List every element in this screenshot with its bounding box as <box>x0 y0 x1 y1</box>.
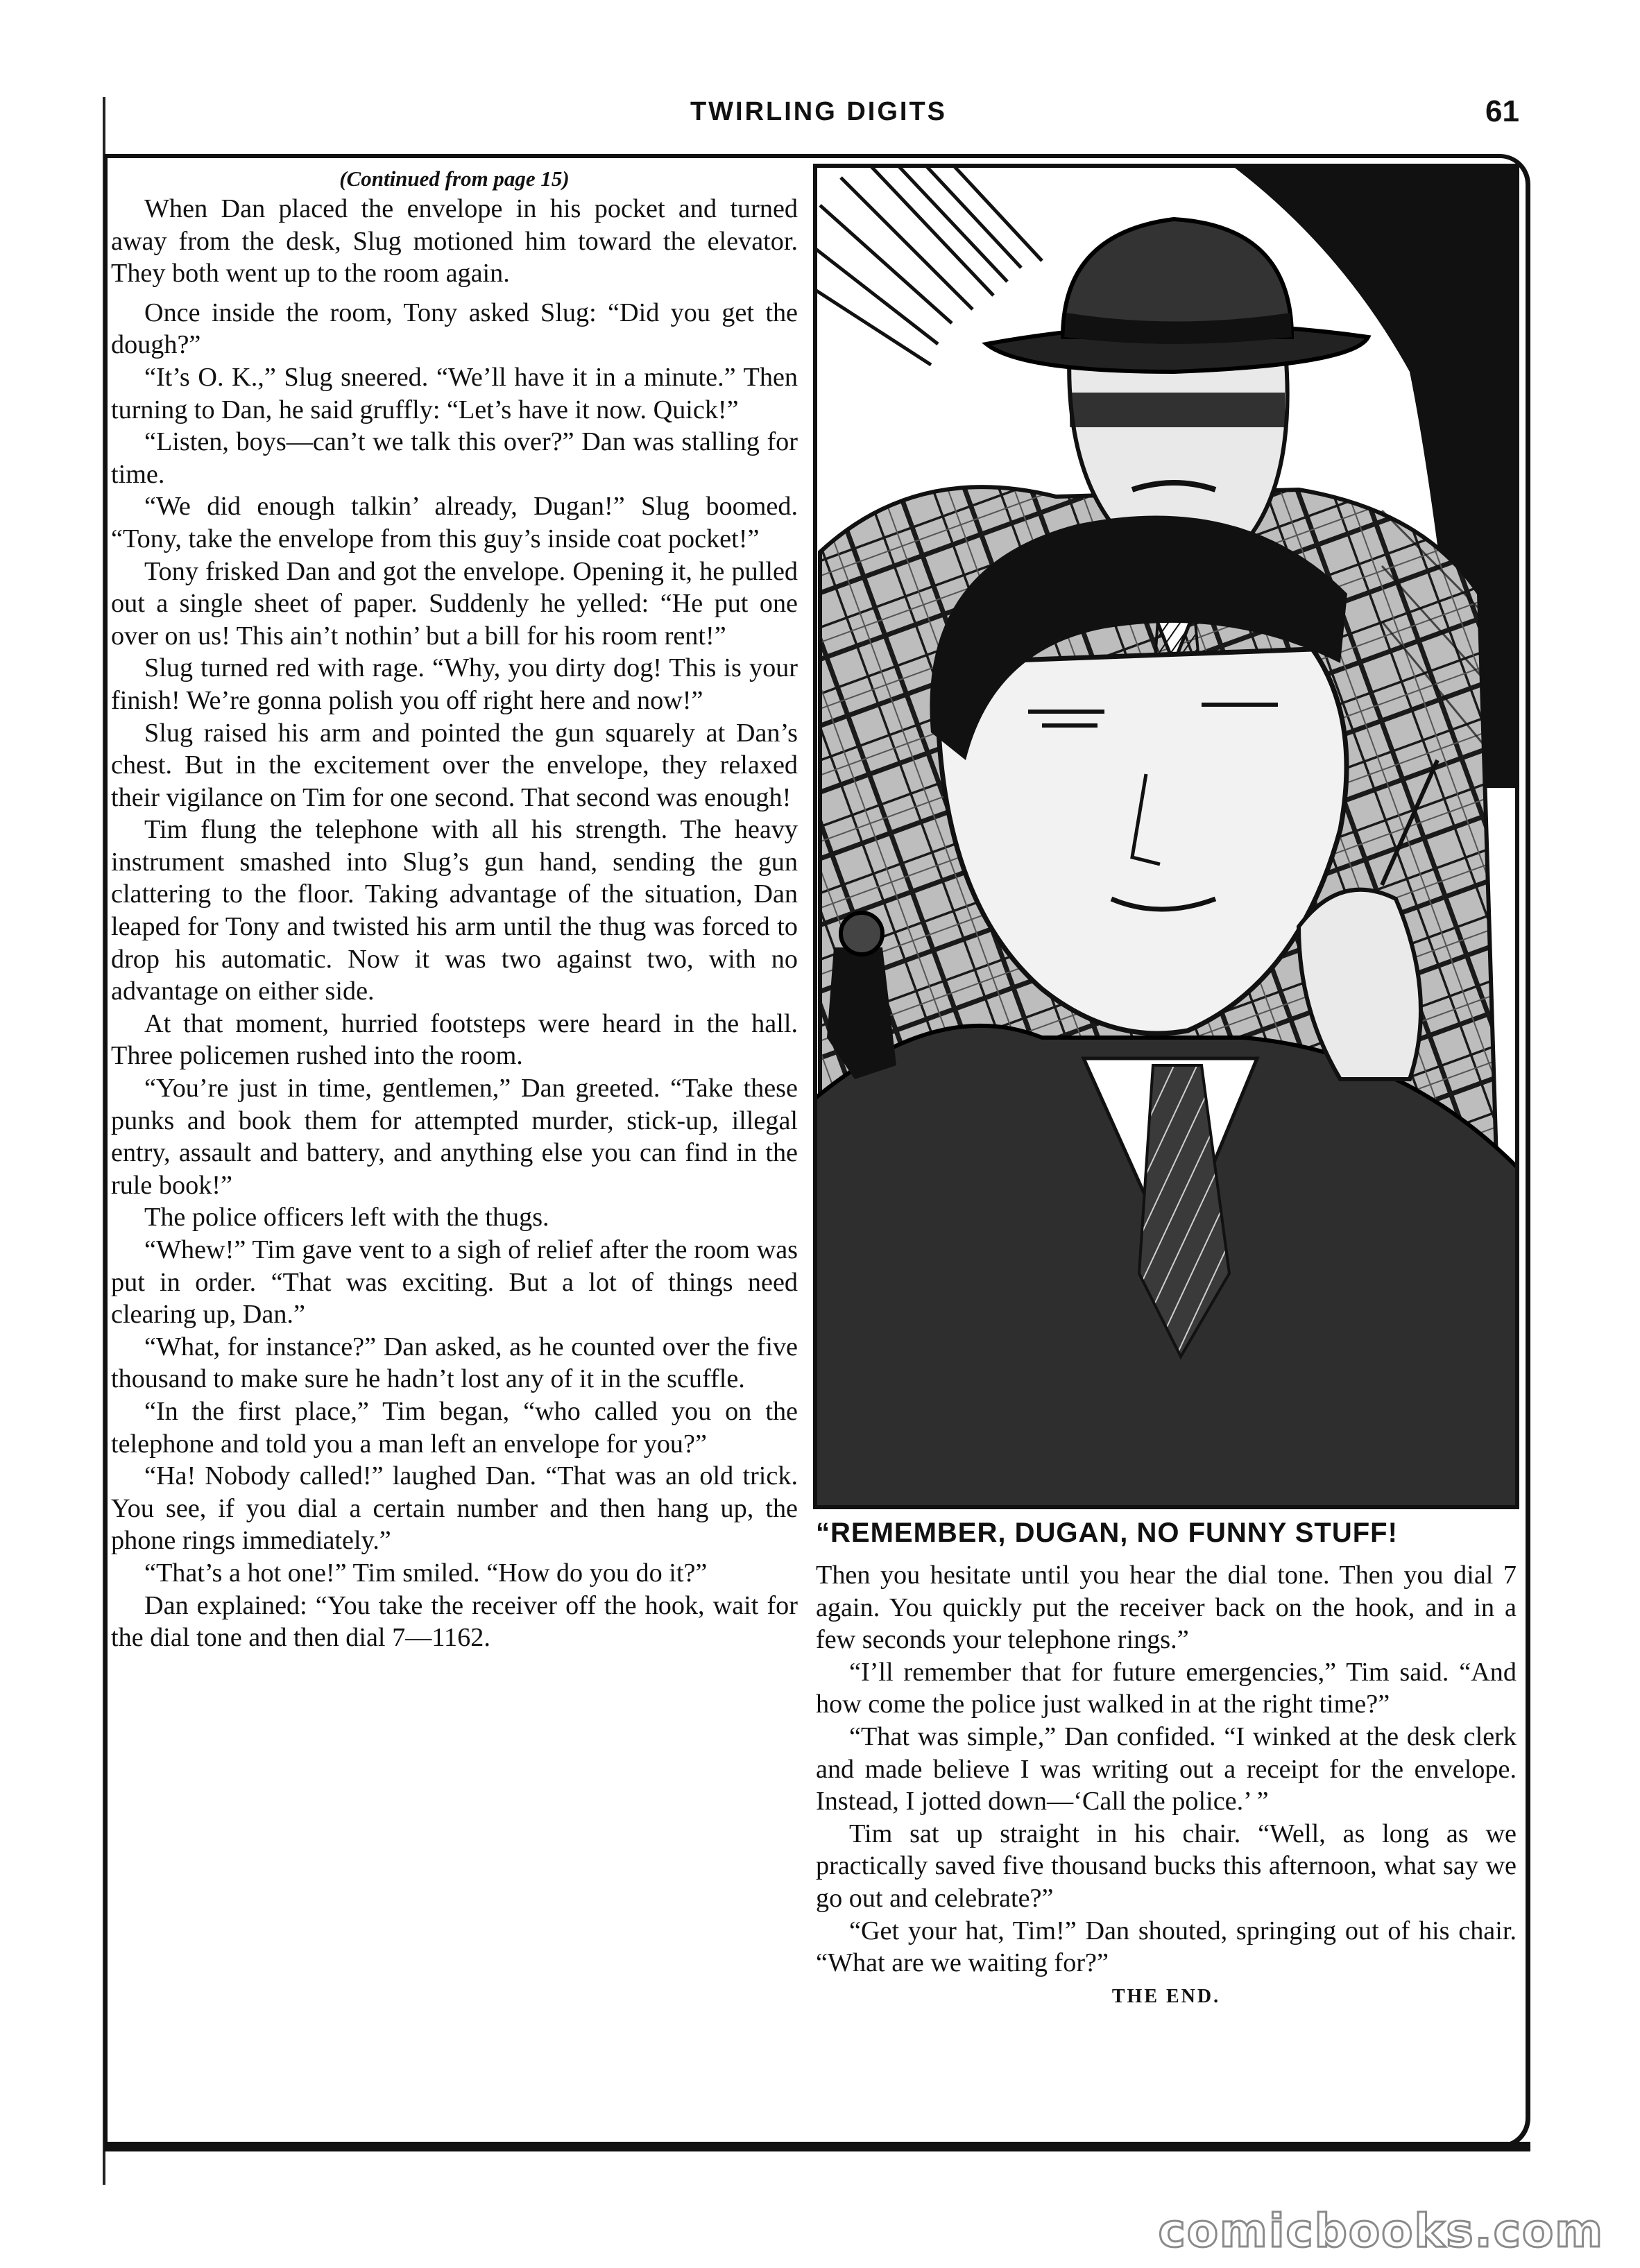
watermark-logo: comicbooks.com <box>1158 2204 1604 2258</box>
paragraph: “It’s O. K.,” Slug sneered. “We’ll have it in a minute.” Then turning to Dan, he said gruffly: “Let’s have it now. Quick!” <box>111 362 798 424</box>
paragraph: Tony frisked Dan and got the envelope. Opening it, he pulled out a single sheet of paper. Suddenly he yelled: “He put one over on us! This ain’t nothin’ but a bill for his room rent!” <box>111 556 798 651</box>
page-header <box>104 94 1533 146</box>
the-end: THE END. <box>1111 1985 1221 2007</box>
paragraph: “Ha! Nobody called!” laughed Dan. “That was an old trick. You see, if you dial a certain number and then hang up, the phone rings immediately.” <box>111 1461 798 1556</box>
right-text-column <box>816 1559 1517 2013</box>
paragraph: “That was simple,” Dan confided. “I winked at the desk clerk and made believe I was writing out a receipt for the envelope. Instead, I jotted down—‘Call the police.’ ” <box>816 1721 1517 1816</box>
paragraph: “Listen, boys—can’t we talk this over?” Dan was stalling for time. <box>111 427 798 489</box>
paragraph: “We did enough talkin’ already, Dugan!” Slug boomed. “Tony, take the envelope from this guy’s inside coat pocket!” <box>111 492 798 553</box>
page-number: 61 <box>1485 94 1519 128</box>
paragraph: Once inside the room, Tony asked Slug: “Did you get the dough?” <box>111 298 798 360</box>
paragraph: “What, for instance?” Dan asked, as he counted over the five thousand to make sure he hadn’t lost any of it in the scuffle. <box>111 1332 798 1394</box>
paragraph: Dan explained: “You take the receiver off the hook, wait for the dial tone and then dial 7—1162. <box>111 1590 798 1653</box>
paragraph: Slug raised his arm and pointed the gun squarely at Dan’s chest. But in the excitement over the envelope, they relaxed their vigilance on Tim for one second. That second was enough! <box>111 718 798 812</box>
paragraph: The police officers left with the thugs. <box>144 1203 549 1232</box>
paragraph: When Dan placed the envelope in his pocket and turned away from the desk, Slug motioned him toward the elevator. They both went up to the room again. <box>111 194 798 289</box>
story-illustration <box>813 164 1519 1509</box>
paragraph: “I’ll remember that for future emergencies,” Tim said. “And how come the police just walked in at the right time?” <box>816 1657 1517 1719</box>
frame-bottom-bar <box>104 2142 1530 2151</box>
running-title: TWIRLING DIGITS <box>690 97 948 126</box>
paragraph: At that moment, hurried footsteps were heard in the hall. Three policemen rushed into the room. <box>111 1008 798 1071</box>
paragraph: Then you hesitate until you hear the dial tone. Then you dial 7 again. You quickly put the receiver back on the hook, and in a few seconds your telephone rings.” <box>816 1561 1517 1655</box>
paragraph: Slug turned red with rage. “Why, you dirty dog! This is your finish! We’re gonna polish you off right here and now!” <box>111 653 798 715</box>
illustration-caption: “REMEMBER, DUGAN, NO FUNNY STUFF! <box>816 1518 1398 1548</box>
paragraph: Tim sat up straight in his chair. “Well, as long as we practically saved five thousand bucks this afternoon, what say we go out and celebrate?” <box>816 1819 1517 1913</box>
continued-note: (Continued from page 15) <box>339 166 570 191</box>
paragraph: “You’re just in time, gentlemen,” Dan greeted. “Take these punks and book them for attempted murder, stick-up, illegal entry, assault and battery, and anything else you can find in the rule book!” <box>111 1074 798 1200</box>
paragraph: “That’s a hot one!” Tim smiled. “How do you do it?” <box>144 1558 708 1588</box>
paragraph: “Get your hat, Tim!” Dan shouted, springing out of his chair. “What are we waiting for?” <box>816 1916 1517 1978</box>
paragraph: “In the first place,” Tim began, “who called you on the telephone and told you a man left an envelope for you?” <box>111 1396 798 1459</box>
paragraph: Tim flung the telephone with all his strength. The heavy instrument smashed into Slug’s gun hand, sending the gun clattering to the floor. Taking advantage of the situation, Dan leaped for Tony and twisted his arm until the thug was forced to drop his automatic. Now it was two against two, with no advantage on either side. <box>111 815 798 1006</box>
paragraph: “Whew!” Tim gave vent to a sigh of relief after the room was put in order. “That was exciting. But a lot of things need clearing up, Dan.” <box>111 1235 798 1330</box>
left-text-column <box>111 165 798 2135</box>
